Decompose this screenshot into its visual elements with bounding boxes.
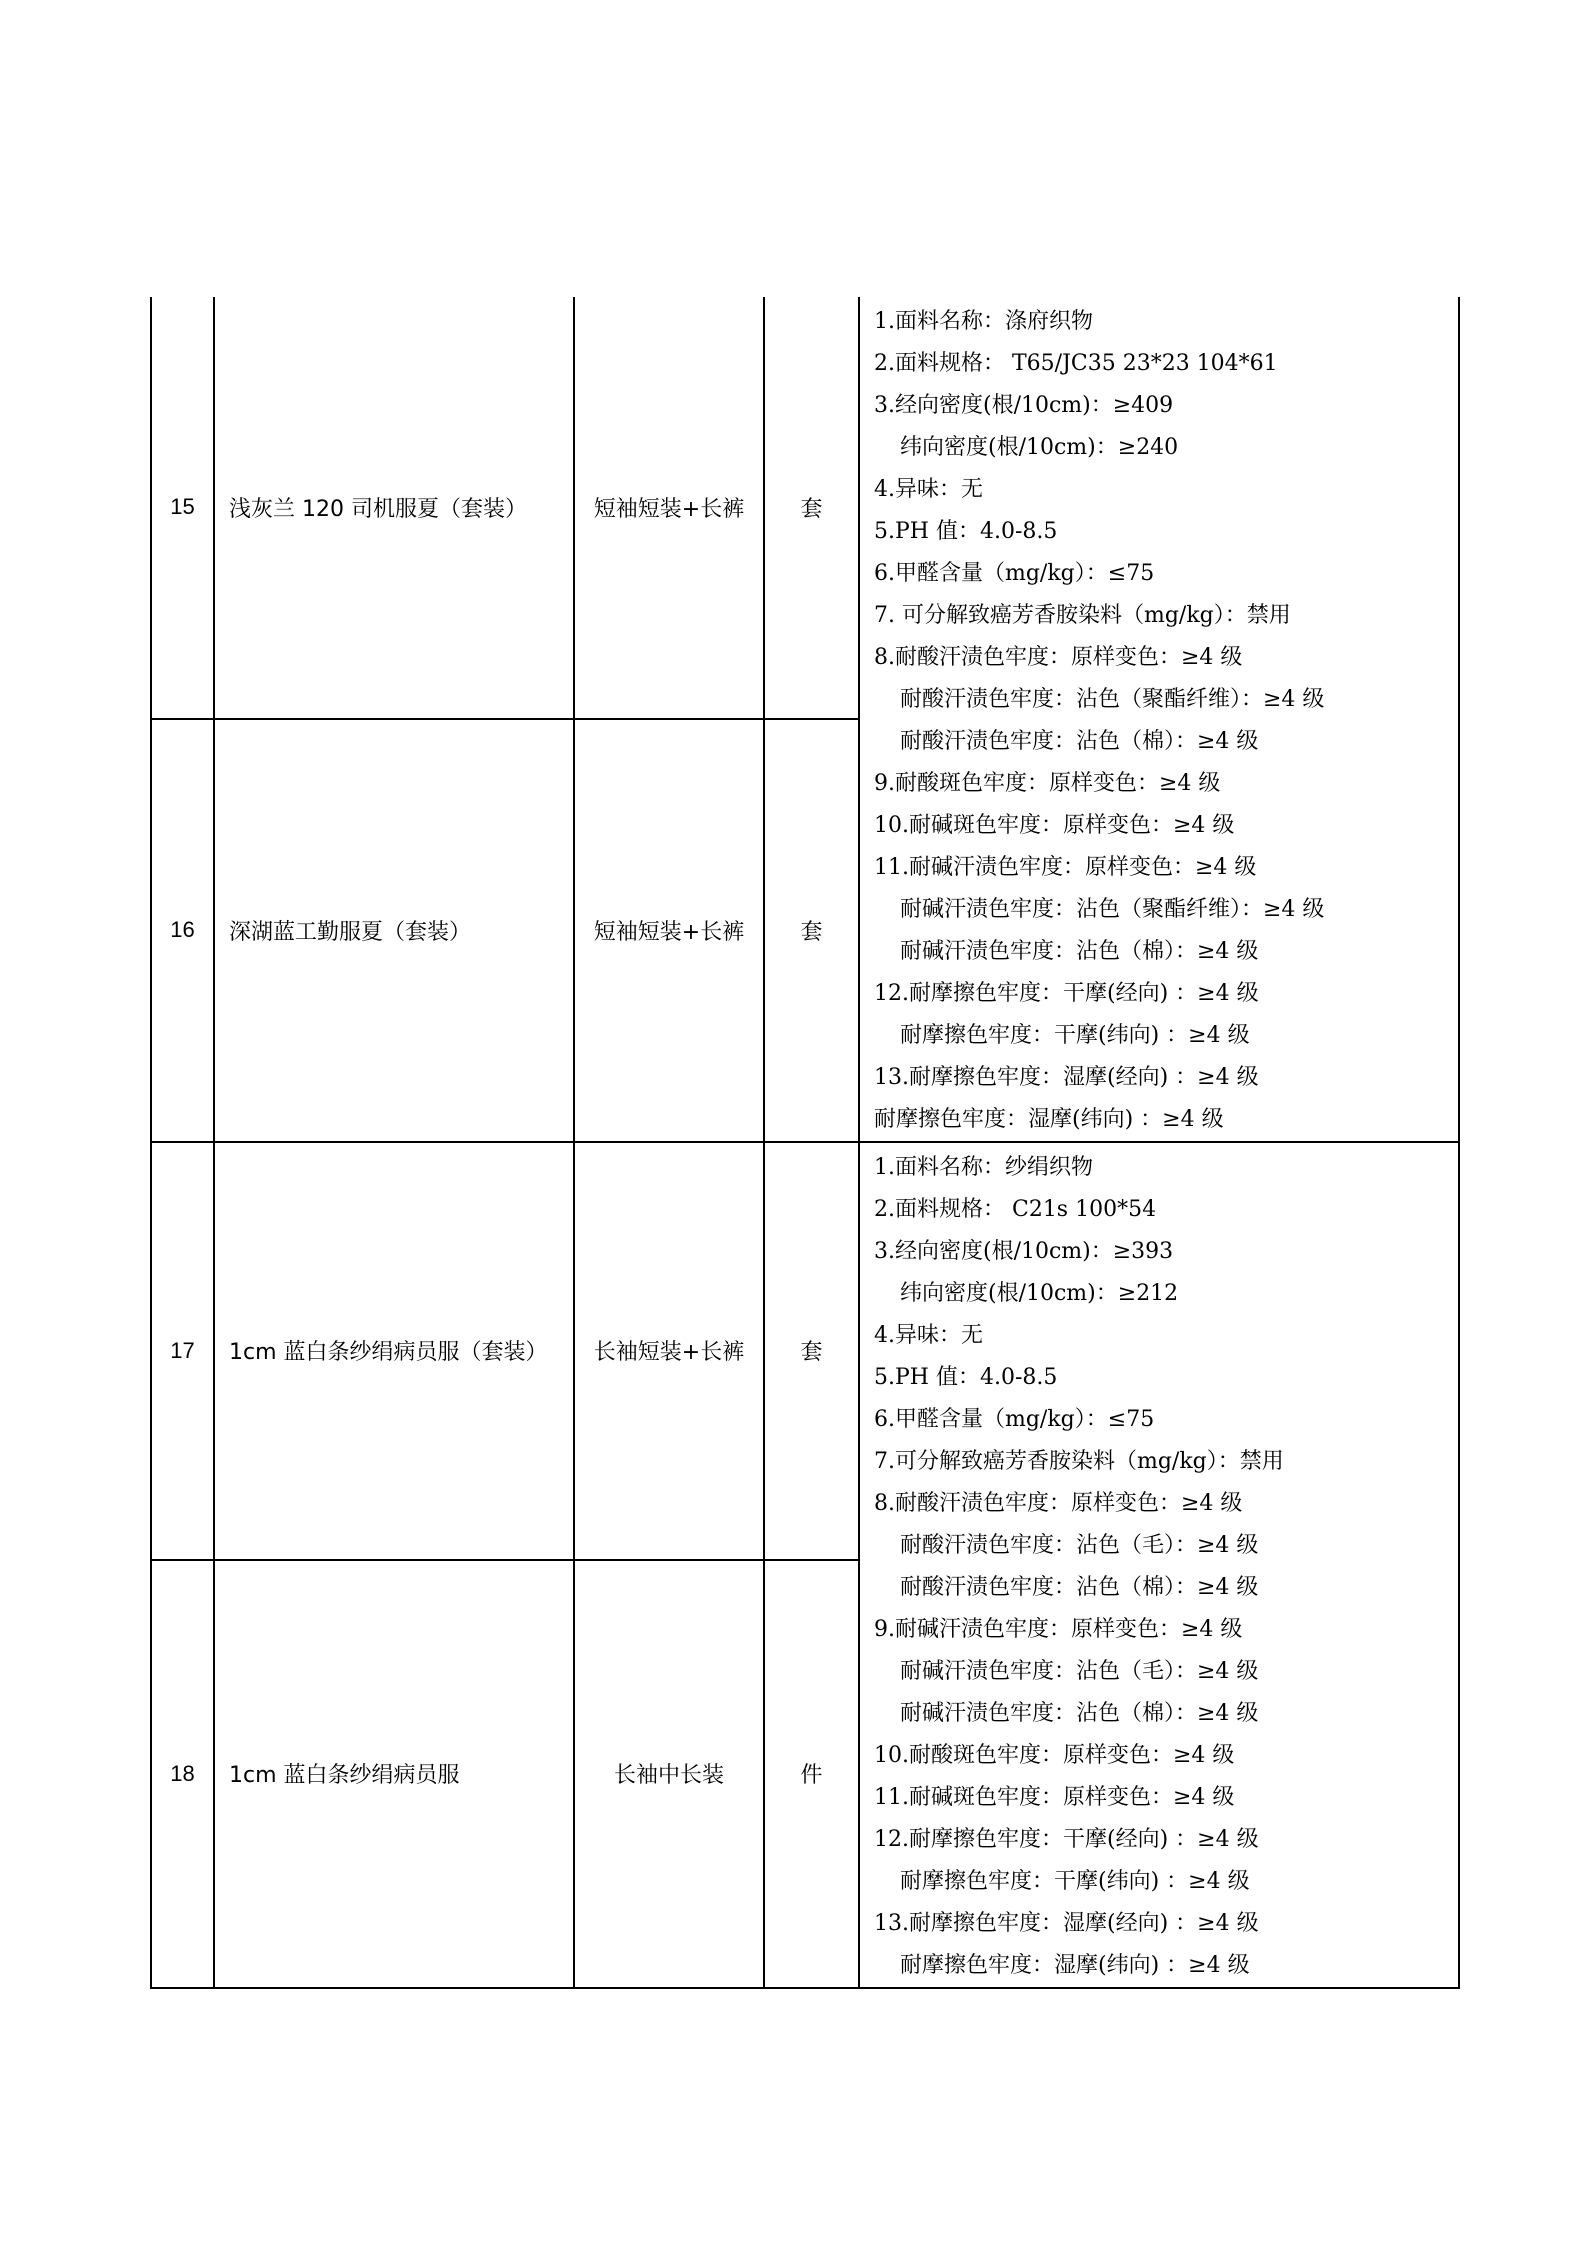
spec-line: 6.甲醛含量（mg/kg）：≤75 [874,1407,1155,1432]
spec-line: 6.甲醛含量（mg/kg）：≤75 [874,561,1155,586]
item-style: 长袖中长装 [574,1560,764,1988]
item-unit: 套 [764,297,859,719]
table-row [151,297,1459,719]
table-row [151,1142,1459,1560]
spec-line: 4.异味：无 [874,477,983,502]
item-name: 1cm 蓝白条纱绢病员服（套装） [214,1142,574,1560]
spec-line: 12.耐摩擦色牢度：干摩(经向) ：≥4 级 [874,1827,1259,1852]
spec-line: 耐酸汗渍色牢度：沾色（聚酯纤维）：≥4 级 [900,687,1325,712]
spec-line: 13.耐摩擦色牢度：湿摩(经向) ：≥4 级 [874,1911,1259,1936]
uniform-spec-table [150,297,1460,1989]
spec-line: 1.面料名称：涤府织物 [874,309,1093,334]
spec-line: 13.耐摩擦色牢度：湿摩(经向) ：≥4 级 [874,1065,1259,1090]
spec-line: 耐摩擦色牢度：干摩(纬向) ：≥4 级 [900,1023,1250,1048]
spec-line: 耐摩擦色牢度：湿摩(纬向) ：≥4 级 [874,1107,1224,1132]
item-name: 1cm 蓝白条纱绢病员服 [214,1560,574,1988]
spec-list [874,297,1450,1141]
spec-line: 7. 可分解致癌芳香胺染料（mg/kg）：禁用 [874,603,1291,628]
spec-line: 耐碱汗渍色牢度：沾色（毛）：≥4 级 [900,1659,1259,1684]
spec-line: 耐碱汗渍色牢度：沾色（棉）：≥4 级 [900,939,1259,964]
item-style: 短袖短装+长裤 [574,297,764,719]
item-number: 16 [151,719,214,1142]
spec-line: 11.耐碱汗渍色牢度：原样变色：≥4 级 [874,855,1257,880]
item-number: 17 [151,1142,214,1560]
spec-line: 耐酸汗渍色牢度：沾色（棉）：≥4 级 [900,729,1259,754]
item-style: 长袖短装+长裤 [574,1142,764,1560]
spec-line: 2.面料规格： C21s 100*54 [874,1197,1157,1222]
spec-line: 耐摩擦色牢度：干摩(纬向) ：≥4 级 [900,1869,1250,1894]
spec-line: 5.PH 值：4.0-8.5 [874,1365,1058,1390]
item-style: 短袖短装+长裤 [574,719,764,1142]
item-name: 深湖蓝工勤服夏（套装） [214,719,574,1142]
item-number: 15 [151,297,214,719]
item-unit: 套 [764,1142,859,1560]
item-name: 浅灰兰 120 司机服夏（套装） [214,297,574,719]
spec-line: 纬向密度(根/10cm)：≥212 [900,1281,1179,1306]
spec-line: 3.经向密度(根/10cm)：≥409 [874,393,1174,418]
spec-line: 10.耐碱斑色牢度：原样变色：≥4 级 [874,813,1235,838]
item-unit: 套 [764,719,859,1142]
spec-line: 1.面料名称：纱绢织物 [874,1155,1093,1180]
item-number: 18 [151,1560,214,1988]
spec-line: 耐酸汗渍色牢度：沾色（棉）：≥4 级 [900,1575,1259,1600]
spec-line: 耐碱汗渍色牢度：沾色（棉）：≥4 级 [900,1701,1259,1726]
spec-line: 2.面料规格： T65/JC35 23*23 104*61 [874,351,1278,376]
spec-line: 12.耐摩擦色牢度：干摩(经向) ：≥4 级 [874,981,1259,1006]
spec-line: 8.耐酸汗渍色牢度：原样变色：≥4 级 [874,1491,1243,1516]
spec-line: 耐碱汗渍色牢度：沾色（聚酯纤维）：≥4 级 [900,897,1325,922]
spec-list [874,1143,1450,1987]
spec-line: 8.耐酸汗渍色牢度：原样变色：≥4 级 [874,645,1243,670]
spec-line: 9.耐碱汗渍色牢度：原样变色：≥4 级 [874,1617,1243,1642]
spec-line: 9.耐酸斑色牢度：原样变色：≥4 级 [874,771,1221,796]
spec-line: 耐摩擦色牢度：湿摩(纬向) ：≥4 级 [900,1953,1250,1978]
spec-line: 5.PH 值：4.0-8.5 [874,519,1058,544]
spec-cell-polyester [859,297,1459,1142]
spec-line: 10.耐酸斑色牢度：原样变色：≥4 级 [874,1743,1235,1768]
item-unit: 件 [764,1560,859,1988]
spec-line: 7.可分解致癌芳香胺染料（mg/kg）：禁用 [874,1449,1284,1474]
spec-line: 纬向密度(根/10cm)：≥240 [900,435,1179,460]
spec-line: 11.耐碱斑色牢度：原样变色：≥4 级 [874,1785,1235,1810]
spec-line: 耐酸汗渍色牢度：沾色（毛）：≥4 级 [900,1533,1259,1558]
spec-line: 3.经向密度(根/10cm)：≥393 [874,1239,1174,1264]
spec-line: 4.异味：无 [874,1323,983,1348]
spec-cell-gauze [859,1142,1459,1988]
